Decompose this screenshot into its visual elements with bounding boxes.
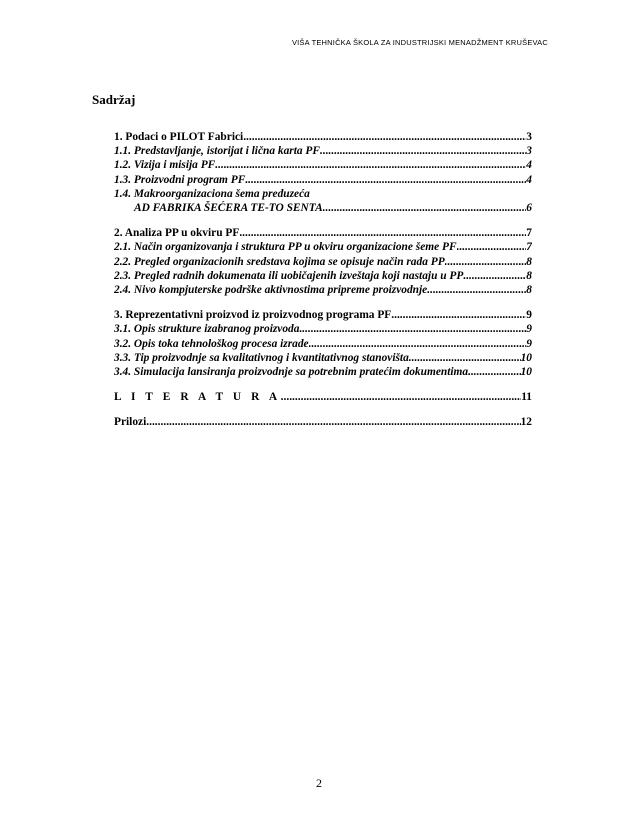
toc-leader-dots	[323, 201, 527, 215]
toc-entry[interactable]	[114, 158, 532, 172]
toc-entry-label: 3.4. Simulacija lansiranja proizvodnje sa potrebnim pratećim dokumentima	[114, 366, 469, 379]
page-title: Sadržaj	[92, 92, 136, 107]
toc-leader-dots	[320, 144, 526, 158]
toc-leader-dots	[299, 322, 526, 336]
toc-leader-dots	[215, 158, 526, 172]
toc-leader-dots	[409, 351, 521, 365]
toc-entry-page: 10	[520, 366, 532, 379]
toc-entry[interactable]	[114, 226, 532, 240]
toc-entry-page: 7	[526, 241, 532, 254]
toc-entry[interactable]	[114, 337, 532, 351]
toc-entry-page: 4	[526, 173, 532, 186]
toc-leader-dots	[243, 130, 526, 144]
toc-entry-label: 2.1. Način organizovanja i struktura PP u okviru organizacione šeme PF	[114, 241, 457, 254]
toc-entry[interactable]	[114, 130, 532, 144]
toc-section-prilozi	[114, 415, 532, 429]
toc-entry[interactable]	[114, 390, 532, 404]
table-of-contents	[114, 130, 532, 441]
toc-section-literatura	[114, 390, 532, 404]
toc-entry-page: 3	[526, 145, 532, 158]
toc-leader-dots	[281, 390, 522, 404]
toc-leader-dots	[457, 240, 527, 254]
toc-leader-dots	[309, 337, 527, 351]
toc-entry-label: 3.1. Opis strukture izabranog proizvoda	[114, 323, 300, 336]
toc-entry[interactable]	[114, 255, 532, 269]
toc-entry[interactable]	[114, 173, 532, 187]
toc-section-3	[114, 308, 532, 379]
toc-entry[interactable]	[114, 322, 532, 336]
toc-entry-page: 9	[526, 309, 532, 322]
toc-leader-dots	[427, 283, 526, 297]
page-header: VIŠA TEHNIČKA ŠKOLA ZA INDUSTRIJSKI MENADŽMENT KRUŠEVAC	[291, 38, 548, 47]
toc-entry-label: 1.3. Proizvodni program PF	[114, 173, 246, 186]
toc-entry[interactable]	[114, 240, 532, 254]
toc-entry-label: 2.4. Nivo kompjuterske podrške aktivnostima pripreme proizvodnje	[114, 284, 428, 297]
toc-leader-dots	[146, 415, 520, 429]
toc-leader-dots	[468, 365, 521, 379]
toc-entry[interactable]	[114, 415, 532, 429]
toc-section-1	[114, 130, 532, 215]
toc-entry-label: 1.4. Makroorganizaciona šema preduzeća	[114, 187, 310, 200]
toc-entry[interactable]	[114, 187, 532, 201]
page-number: 2	[316, 776, 322, 790]
toc-entry[interactable]	[114, 201, 532, 215]
toc-entry[interactable]	[114, 351, 532, 365]
toc-entry-label: 1.2. Vizija i misija PF	[114, 159, 216, 172]
toc-entry-label: 3.2. Opis toka tehnološkog procesa izrade	[114, 337, 309, 350]
toc-entry-page: 8	[526, 284, 532, 297]
toc-leader-dots	[245, 173, 526, 187]
toc-entry-label: Prilozi	[114, 416, 147, 429]
toc-entry-label: 3.3. Tip proizvodnje sa kvalitativnog i kvantitativnog stanovišta	[114, 351, 409, 364]
toc-entry-page: 10	[520, 351, 532, 364]
toc-entry[interactable]	[114, 308, 532, 322]
toc-entry-page: 9	[526, 337, 532, 350]
toc-entry[interactable]	[114, 269, 532, 283]
toc-entry-label: 2.3. Pregled radnih dokumenata ili uobičajenih izveštaja koji nastaju u PP	[114, 269, 464, 282]
toc-entry[interactable]	[114, 144, 532, 158]
toc-entry-label: 2.2. Pregled organizacionih sredstava kojima se opisuje način rada PP	[114, 255, 445, 268]
toc-entry-label: 3. Reprezentativni proizvod iz proizvodnog programa PF	[114, 309, 392, 322]
toc-entry-page: 3	[526, 131, 532, 143]
toc-section-2	[114, 226, 532, 297]
toc-entry[interactable]	[114, 365, 532, 379]
toc-entry-label: 2. Analiza PP u okviru PF	[114, 227, 240, 240]
toc-entry-page: 9	[526, 323, 532, 336]
toc-entry-page: 11	[521, 391, 532, 404]
toc-entry-label: 1.1. Predstavljanje, istorijat i lična karta PF	[114, 145, 320, 158]
toc-entry-label: L I T E R A T U R A	[114, 391, 281, 404]
toc-leader-dots	[239, 226, 526, 240]
toc-entry-page: 6	[526, 202, 532, 215]
toc-entry-page: 8	[526, 255, 532, 268]
toc-entry-page: 4	[526, 159, 532, 172]
toc-entry-page: 12	[520, 416, 532, 429]
toc-leader-dots	[463, 269, 526, 283]
toc-leader-dots	[445, 255, 527, 269]
toc-entry-page: 7	[526, 227, 532, 240]
toc-leader-dots	[391, 308, 526, 322]
toc-entry-page: 8	[526, 269, 532, 282]
toc-entry[interactable]	[114, 283, 532, 297]
toc-entry-label: AD FABRIKA ŠEĆERA TE-TO SENTA	[134, 202, 323, 215]
toc-entry-label: 1. Podaci o PILOT Fabrici	[114, 131, 244, 143]
